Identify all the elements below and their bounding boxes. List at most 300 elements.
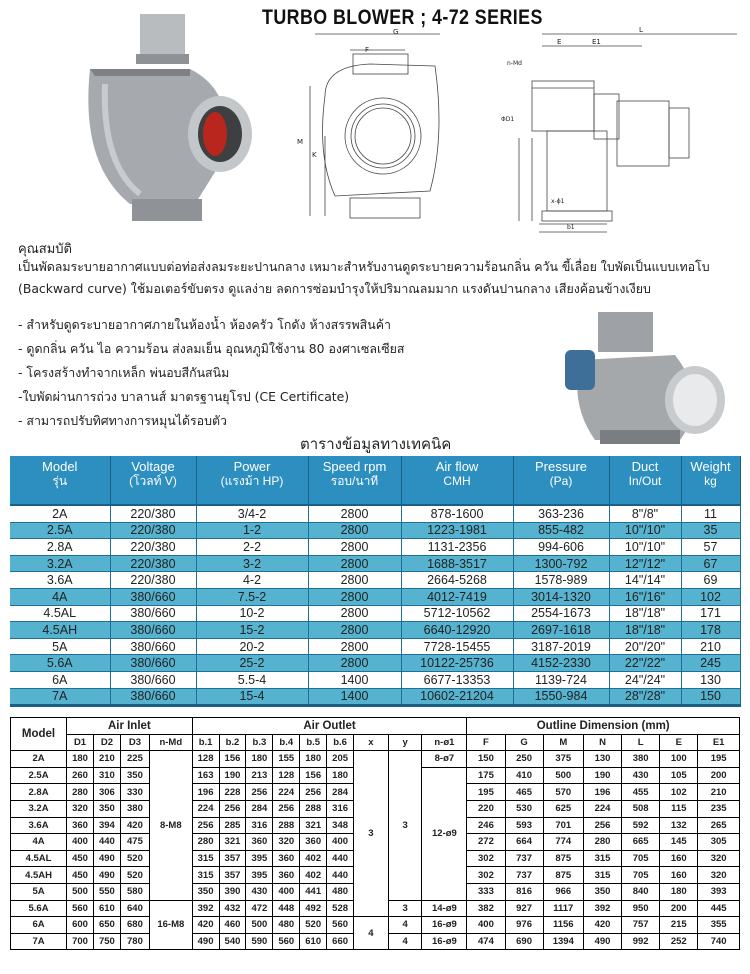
- table-cell: 420: [192, 917, 219, 934]
- table-cell: 160: [660, 850, 698, 867]
- table-cell: 4A: [10, 588, 110, 605]
- table-cell: 705: [622, 867, 660, 884]
- table-cell: 360: [300, 834, 327, 851]
- table-cell: 520: [120, 850, 149, 867]
- table-cell: 220: [467, 800, 505, 817]
- table-cell: 966: [543, 883, 583, 900]
- table-cell: 14"/14": [609, 572, 681, 589]
- table-cell: 440: [327, 867, 354, 884]
- feature-item: - ดูดกลิ่น ควัน ไอ ความร้อน ส่งลมเย็น อุณหภูมิใช้งาน 80 องศาเซลเซียส: [18, 341, 405, 356]
- table-cell: 2800: [308, 655, 401, 672]
- dim-label-xb1: x-ϕ1: [551, 198, 565, 205]
- table-cell: 528: [327, 900, 354, 917]
- spec-header-cell: Model รุ่น: [10, 456, 110, 505]
- table-cell: 320: [67, 800, 94, 817]
- table-row: [10, 555, 740, 572]
- table-cell: 315: [192, 867, 219, 884]
- table-cell: 1550-984: [513, 688, 609, 706]
- table-cell: 380/660: [110, 638, 196, 655]
- table-cell: 3.2A: [10, 555, 110, 572]
- table-cell: 560: [327, 917, 354, 934]
- table-cell: 1688-3517: [401, 555, 513, 572]
- table-cell: 2-2: [196, 539, 308, 556]
- table-cell: 57: [681, 539, 740, 556]
- table-cell: 256: [192, 817, 219, 834]
- sub-header-cell: L: [622, 734, 660, 751]
- table-cell: 348: [327, 817, 354, 834]
- table-cell: 316: [327, 800, 354, 817]
- table-cell: 420: [583, 917, 621, 934]
- sub-header-cell: N: [583, 734, 621, 751]
- table-cell: 180: [246, 751, 273, 768]
- table-cell: 246: [467, 817, 505, 834]
- table-cell: 12"/12": [609, 555, 681, 572]
- table-cell: 4012-7419: [401, 588, 513, 605]
- sub-header-cell: n-Md: [150, 734, 193, 751]
- table-cell: 520: [120, 867, 149, 884]
- dim-label-e: E: [557, 38, 562, 46]
- table-cell: 16"/16": [609, 588, 681, 605]
- table-cell: 393: [698, 883, 740, 900]
- table-cell: 690: [505, 933, 543, 950]
- table-cell: 35: [681, 522, 740, 539]
- table-cell: 2697-1618: [513, 622, 609, 639]
- table-cell: 24"/24": [609, 671, 681, 688]
- table-cell: 102: [681, 588, 740, 605]
- table-cell: 570: [543, 784, 583, 801]
- x-cell: 3: [354, 751, 389, 917]
- spec-table: [10, 456, 741, 707]
- table-cell: 592: [622, 817, 660, 834]
- table-cell: 360: [273, 867, 300, 884]
- table-cell: 320: [273, 834, 300, 851]
- table-cell: 132: [660, 817, 698, 834]
- table-cell: 950: [622, 900, 660, 917]
- table-cell: 3187-2019: [513, 638, 609, 655]
- table-cell: 163: [192, 767, 219, 784]
- table-cell: 1223-1981: [401, 522, 513, 539]
- spec-header-cell: Air flow CMH: [401, 456, 513, 505]
- table-cell: 220/380: [110, 555, 196, 572]
- table-row: [11, 917, 740, 934]
- table-cell: 560: [273, 933, 300, 950]
- table-row: [10, 622, 740, 639]
- sub-header-cell: b.4: [273, 734, 300, 751]
- table-cell: 1578-989: [513, 572, 609, 589]
- spec-table-title: ตารางข้อมูลทางเทคนิค: [300, 435, 452, 453]
- table-cell: 992: [622, 933, 660, 950]
- table-cell: 363-236: [513, 505, 609, 522]
- table-cell: 7A: [10, 688, 110, 706]
- table-cell: 2664-5268: [401, 572, 513, 589]
- table-cell: 130: [681, 671, 740, 688]
- table-cell: 774: [543, 834, 583, 851]
- table-cell: 660: [327, 933, 354, 950]
- table-cell: 580: [120, 883, 149, 900]
- table-cell: 875: [543, 850, 583, 867]
- table-cell: 382: [467, 900, 505, 917]
- table-cell: 430: [622, 767, 660, 784]
- table-cell: 18"/18": [609, 605, 681, 622]
- table-cell: 210: [93, 751, 120, 768]
- table-cell: 508: [622, 800, 660, 817]
- table-cell: 2A: [10, 505, 110, 522]
- table-cell: 10602-21204: [401, 688, 513, 706]
- table-cell: 160: [660, 867, 698, 884]
- table-row: [10, 688, 740, 706]
- model-cell: 4A: [11, 834, 67, 851]
- dim-label-m: M: [297, 138, 304, 146]
- dim-label-l: L: [639, 26, 643, 34]
- table-cell: 6A: [10, 671, 110, 688]
- table-cell: 220/380: [110, 539, 196, 556]
- table-cell: 180: [327, 767, 354, 784]
- table-cell: 530: [505, 800, 543, 817]
- table-cell: 145: [660, 834, 698, 851]
- dim-label-e1: E1: [592, 38, 601, 46]
- sub-header-cell: D1: [67, 734, 94, 751]
- table-cell: 150: [681, 688, 740, 706]
- table-cell: 380: [120, 800, 149, 817]
- blower-photo-secondary: [560, 310, 735, 450]
- table-cell: 4.5AH: [10, 622, 110, 639]
- table-cell: 2800: [308, 605, 401, 622]
- table-cell: 492: [300, 900, 327, 917]
- table-cell: 500: [246, 917, 273, 934]
- table-cell: 394: [93, 817, 120, 834]
- table-row: [10, 638, 740, 655]
- table-cell: 196: [192, 784, 219, 801]
- table-cell: 375: [543, 751, 583, 768]
- sub-header-cell: M: [543, 734, 583, 751]
- table-cell: 256: [246, 784, 273, 801]
- table-cell: 15-2: [196, 622, 308, 639]
- table-cell: 102: [660, 784, 698, 801]
- dim-label-k: K: [312, 151, 317, 159]
- table-cell: 357: [219, 850, 246, 867]
- table-cell: 590: [246, 933, 273, 950]
- table-cell: 2800: [308, 572, 401, 589]
- table-cell: 2800: [308, 588, 401, 605]
- table-cell: 250: [505, 751, 543, 768]
- table-cell: 664: [505, 834, 543, 851]
- table-cell: 285: [219, 817, 246, 834]
- outline-header: Outline Dimension (mm): [467, 718, 740, 735]
- table-cell: 288: [273, 817, 300, 834]
- sub-header-cell: b.5: [300, 734, 327, 751]
- table-cell: 350: [583, 883, 621, 900]
- table-cell: 100: [660, 751, 698, 768]
- table-cell: 540: [219, 933, 246, 950]
- table-cell: 878-1600: [401, 505, 513, 522]
- table-cell: 5.6A: [10, 655, 110, 672]
- table-cell: 321: [219, 834, 246, 851]
- table-cell: 195: [467, 784, 505, 801]
- table-cell: 330: [120, 784, 149, 801]
- table-cell: 400: [467, 917, 505, 934]
- table-cell: 10"/10": [609, 522, 681, 539]
- table-cell: 310: [93, 767, 120, 784]
- table-cell: 180: [67, 751, 94, 768]
- table-cell: 705: [622, 850, 660, 867]
- table-cell: 2800: [308, 638, 401, 655]
- table-cell: 280: [583, 834, 621, 851]
- table-cell: 400: [67, 834, 94, 851]
- properties-description: เป็นพัดลมระบายอากาศแบบต่อท่อส่งลมระยะปานกลาง เหมาะสำหรับงานดูดระบายความร้อนกลิ่น ควัน ขี้เลื่อย ใบพัดเป็นแบบเทอโบ (Backward curve) ใช้มอเตอร์ขับตรง ดูแลง่าย ลดการซ่อมบำรุงให้ปริมาณลมมาก แรงดันปานกลาง เสียงค้อนข้างเงียบ: [18, 259, 710, 296]
- sub-header-cell: b.1: [192, 734, 219, 751]
- table-cell: 69: [681, 572, 740, 589]
- model-cell: 2.5A: [11, 767, 67, 784]
- sub-header-cell: F: [467, 734, 505, 751]
- sub-header-cell: x: [354, 734, 389, 751]
- table-cell: 500: [67, 883, 94, 900]
- table-cell: 976: [505, 917, 543, 934]
- table-cell: 350: [192, 883, 219, 900]
- table-cell: 205: [327, 751, 354, 768]
- table-cell: 650: [93, 917, 120, 934]
- table-cell: 11: [681, 505, 740, 522]
- spec-header-sub: In/Out: [628, 474, 662, 488]
- dim-label-g: G: [393, 28, 399, 36]
- table-cell: 200: [698, 767, 740, 784]
- model-cell: 2.8A: [11, 784, 67, 801]
- table-row: [10, 572, 740, 589]
- table-cell: 472: [246, 900, 273, 917]
- table-cell: 360: [246, 834, 273, 851]
- table-cell: 18"/18": [609, 622, 681, 639]
- model-cell: 3.6A: [11, 817, 67, 834]
- table-cell: 2.8A: [10, 539, 110, 556]
- spec-header-cell: Power (แรงม้า HP): [196, 456, 308, 505]
- table-cell: 2800: [308, 522, 401, 539]
- table-cell: 67: [681, 555, 740, 572]
- table-cell: 1-2: [196, 522, 308, 539]
- model-cell: 5.6A: [11, 900, 67, 917]
- table-cell: 994-606: [513, 539, 609, 556]
- table-cell: 816: [505, 883, 543, 900]
- table-cell: 256: [219, 800, 246, 817]
- table-cell: 927: [505, 900, 543, 917]
- table-cell: 320: [698, 850, 740, 867]
- table-cell: 395: [246, 867, 273, 884]
- table-cell: 315: [192, 850, 219, 867]
- table-row: [10, 655, 740, 672]
- table-cell: 302: [467, 850, 505, 867]
- sub-header-cell: n-ø1: [422, 734, 467, 751]
- table-cell: 395: [246, 850, 273, 867]
- nf-cell: 12-ø9: [422, 767, 467, 900]
- table-row: [10, 522, 740, 539]
- nf-cell: 16-ø9: [422, 933, 467, 950]
- table-cell: 5712-10562: [401, 605, 513, 622]
- table-row: [10, 605, 740, 622]
- table-cell: 402: [300, 867, 327, 884]
- properties-heading: คุณสมบัติ: [18, 242, 72, 257]
- blower-photo-main: [70, 14, 260, 224]
- table-row: [11, 751, 740, 768]
- table-cell: 875: [543, 867, 583, 884]
- table-cell: 445: [698, 900, 740, 917]
- table-cell: 4152-2330: [513, 655, 609, 672]
- sub-header-cell: E1: [698, 734, 740, 751]
- y-cell: 3: [388, 751, 422, 900]
- table-cell: 150: [467, 751, 505, 768]
- spec-header-cell: Pressure (Pa): [513, 456, 609, 505]
- spec-header-sub: kg: [704, 474, 717, 488]
- nf-cell: 8-ø7: [422, 751, 467, 768]
- x-cell: 4: [354, 917, 389, 950]
- table-cell: 272: [467, 834, 505, 851]
- dim-label-d1: ΦD1: [501, 116, 515, 123]
- table-cell: 380: [622, 751, 660, 768]
- table-cell: 625: [543, 800, 583, 817]
- table-cell: 1139-724: [513, 671, 609, 688]
- table-cell: 455: [622, 784, 660, 801]
- table-cell: 380/660: [110, 588, 196, 605]
- table-cell: 225: [120, 751, 149, 768]
- table-cell: 480: [327, 883, 354, 900]
- table-cell: 448: [273, 900, 300, 917]
- table-cell: 2800: [308, 505, 401, 522]
- table-cell: 1400: [308, 688, 401, 706]
- table-cell: 357: [219, 867, 246, 884]
- air-inlet-header: Air Inlet: [67, 718, 193, 735]
- table-cell: 28"/28": [609, 688, 681, 706]
- table-cell: 390: [219, 883, 246, 900]
- table-cell: 256: [583, 817, 621, 834]
- table-cell: 10"/10": [609, 539, 681, 556]
- nf-cell: 14-ø9: [422, 900, 467, 917]
- table-cell: 8"/8": [609, 505, 681, 522]
- model-cell: 7A: [11, 933, 67, 950]
- front-view-drawing: [295, 26, 470, 231]
- table-cell: 306: [93, 784, 120, 801]
- table-cell: 750: [93, 933, 120, 950]
- table-cell: 210: [698, 784, 740, 801]
- table-cell: 190: [219, 767, 246, 784]
- table-cell: 3-2: [196, 555, 308, 572]
- dim-label-b1: b1: [567, 224, 575, 231]
- dim-label-f: F: [365, 46, 370, 54]
- table-cell: 4.5AL: [10, 605, 110, 622]
- table-cell: 355: [698, 917, 740, 934]
- feature-item: - สำหรับดูดระบายอากาศภายในห้องน้ำ ห้องครัว โกดัง ห้างสรรพสินค้า: [18, 317, 391, 332]
- table-cell: 1300-792: [513, 555, 609, 572]
- table-cell: 740: [698, 933, 740, 950]
- table-cell: 213: [246, 767, 273, 784]
- spec-header-sub: รอบ/นาที: [330, 474, 379, 488]
- spec-header-sub: (โวลท์ V): [129, 474, 177, 488]
- table-cell: 400: [273, 883, 300, 900]
- table-cell: 2800: [308, 555, 401, 572]
- table-cell: 1400: [308, 671, 401, 688]
- table-cell: 780: [120, 933, 149, 950]
- table-cell: 196: [583, 784, 621, 801]
- table-cell: 420: [120, 817, 149, 834]
- table-cell: 180: [660, 883, 698, 900]
- sub-header-cell: D2: [93, 734, 120, 751]
- dimension-table: [10, 717, 740, 950]
- table-cell: 700: [67, 933, 94, 950]
- table-cell: 7728-15455: [401, 638, 513, 655]
- table-cell: 252: [660, 933, 698, 950]
- dim-label-nmd: n-Md: [507, 60, 522, 67]
- table-cell: 130: [583, 751, 621, 768]
- table-cell: 178: [681, 622, 740, 639]
- table-cell: 1131-2356: [401, 539, 513, 556]
- table-cell: 380/660: [110, 622, 196, 639]
- features-list: [18, 313, 404, 433]
- table-cell: 701: [543, 817, 583, 834]
- table-cell: 20"/20": [609, 638, 681, 655]
- table-cell: 180: [300, 751, 327, 768]
- table-cell: 610: [93, 900, 120, 917]
- table-cell: 350: [93, 800, 120, 817]
- table-cell: 440: [93, 834, 120, 851]
- spec-header-sub: รุ่น: [52, 474, 68, 488]
- table-cell: 460: [219, 917, 246, 934]
- table-cell: 220/380: [110, 505, 196, 522]
- table-cell: 380/660: [110, 655, 196, 672]
- table-cell: 260: [67, 767, 94, 784]
- table-cell: 6640-12920: [401, 622, 513, 639]
- table-cell: 2554-1673: [513, 605, 609, 622]
- model-cell: 4.5AL: [11, 850, 67, 867]
- table-cell: 475: [120, 834, 149, 851]
- nf-cell: 16-ø9: [422, 917, 467, 934]
- table-cell: 2800: [308, 622, 401, 639]
- nmd-cell: 16-M8: [150, 900, 193, 950]
- table-cell: 224: [583, 800, 621, 817]
- table-cell: 175: [467, 767, 505, 784]
- table-cell: 2.5A: [10, 522, 110, 539]
- table-cell: 480: [273, 917, 300, 934]
- table-cell: 392: [192, 900, 219, 917]
- table-cell: 593: [505, 817, 543, 834]
- table-cell: 155: [273, 751, 300, 768]
- table-cell: 665: [622, 834, 660, 851]
- table-cell: 128: [273, 767, 300, 784]
- model-cell: 6A: [11, 917, 67, 934]
- table-row: [10, 539, 740, 556]
- table-cell: 392: [583, 900, 621, 917]
- table-cell: 380/660: [110, 671, 196, 688]
- model-cell: 5A: [11, 883, 67, 900]
- side-view-drawing: [497, 26, 742, 236]
- table-cell: 288: [300, 800, 327, 817]
- table-cell: 320: [698, 867, 740, 884]
- table-cell: 600: [67, 917, 94, 934]
- table-cell: 302: [467, 867, 505, 884]
- table-cell: 855-482: [513, 522, 609, 539]
- table-cell: 224: [192, 800, 219, 817]
- spec-header-cell: Speed rpm รอบ/นาที: [308, 456, 401, 505]
- table-cell: 441: [300, 883, 327, 900]
- table-cell: 840: [622, 883, 660, 900]
- table-row: [10, 671, 740, 688]
- table-cell: 610: [300, 933, 327, 950]
- spec-header-cell: Duct In/Out: [609, 456, 681, 505]
- sub-header-cell: b.3: [246, 734, 273, 751]
- table-cell: 737: [505, 850, 543, 867]
- table-cell: 245: [681, 655, 740, 672]
- table-cell: 3014-1320: [513, 588, 609, 605]
- table-cell: 5A: [10, 638, 110, 655]
- table-cell: 25-2: [196, 655, 308, 672]
- nmd-cell: 8-M8: [150, 751, 193, 900]
- table-cell: 20-2: [196, 638, 308, 655]
- table-cell: 220/380: [110, 522, 196, 539]
